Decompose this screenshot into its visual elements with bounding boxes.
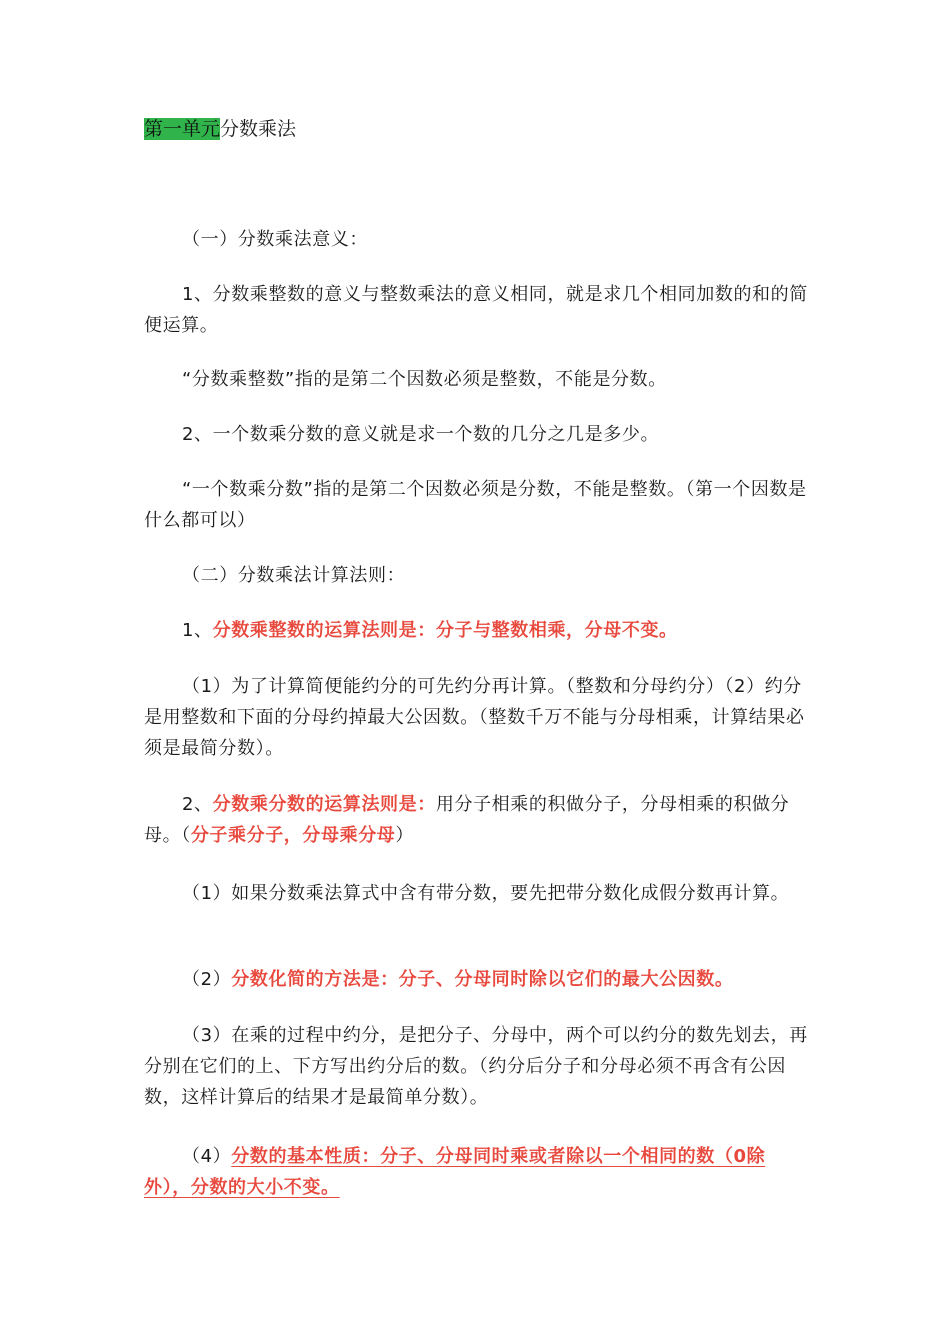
- rule-fraction-times-integer: 1、分数乘整数的运算法则是：分子与整数相乘，分母不变。: [182, 620, 678, 641]
- paragraph-number-times-fraction: 2、一个数乘分数的意义就是求一个数的几分之几是多少。: [182, 424, 660, 445]
- rule-highlight-underlined: 分数的基本性质：分子、分母同时乘或者除以一个相同的数（0除外），分数的大小不变。: [144, 1146, 766, 1198]
- paragraph-fraction-times-integer: 1、分数乘整数的意义与整数乘法的意义相同，就是求几个相同加数的和的简便运算。: [144, 284, 808, 336]
- unit-title-text: 分数乘法: [220, 118, 297, 140]
- rule-fraction-times-fraction: 2、分数乘分数的运算法则是：用分子相乘的积做分子，分母相乘的积做分母。（分子乘分子，分母乘分母）: [144, 794, 790, 846]
- paragraph-simplify-first: （1）为了计算简便能约分的可先约分再计算。（整数和分母约分）（2）约分是用整数和下面的分母约掉最大公因数。（整数千万不能与分母相乘，计算结果必须是最简分数）。: [144, 676, 805, 759]
- rule-basic-property: （4）分数的基本性质：分子、分母同时乘或者除以一个相同的数（0除外），分数的大小不变。: [144, 1146, 766, 1198]
- unit-title: [144, 116, 296, 142]
- rule-highlight: 分数乘整数的运算法则是：分子与整数相乘，分母不变。: [212, 620, 678, 641]
- section-heading-meaning: （一）分数乘法意义：: [182, 229, 368, 250]
- rule-simplify-fraction: （2）分数化简的方法是：分子、分母同时除以它们的最大公因数。: [182, 969, 734, 990]
- rule-highlight: 分数乘分数的运算法则是：: [212, 794, 436, 815]
- paragraph-number-times-fraction-note: “一个数乘分数”指的是第二个因数必须是分数，不能是整数。（第一个因数是什么都可以）: [144, 479, 807, 531]
- paragraph-cancel-during-multiplication: （3）在乘的过程中约分，是把分子、分母中，两个可以约分的数先划去，再分别在它们的上、下方写出约分后的数。（约分后分子和分母必须不再含有公因数，这样计算后的结果才是最简单分数）。: [144, 1025, 808, 1108]
- paragraph-fraction-times-integer-note: “分数乘整数”指的是第二个因数必须是整数，不能是分数。: [182, 369, 667, 390]
- rule-highlight-short: 分子乘分子，分母乘分母: [190, 825, 396, 846]
- rule-highlight: 分数化简的方法是：分子、分母同时除以它们的最大公因数。: [231, 969, 734, 990]
- section-heading-rules: （二）分数乘法计算法则：: [182, 565, 406, 586]
- unit-title-highlight: 第一单元: [144, 118, 221, 140]
- paragraph-mixed-numbers: （1）如果分数乘法算式中含有带分数，要先把带分数化成假分数再计算。: [182, 883, 790, 904]
